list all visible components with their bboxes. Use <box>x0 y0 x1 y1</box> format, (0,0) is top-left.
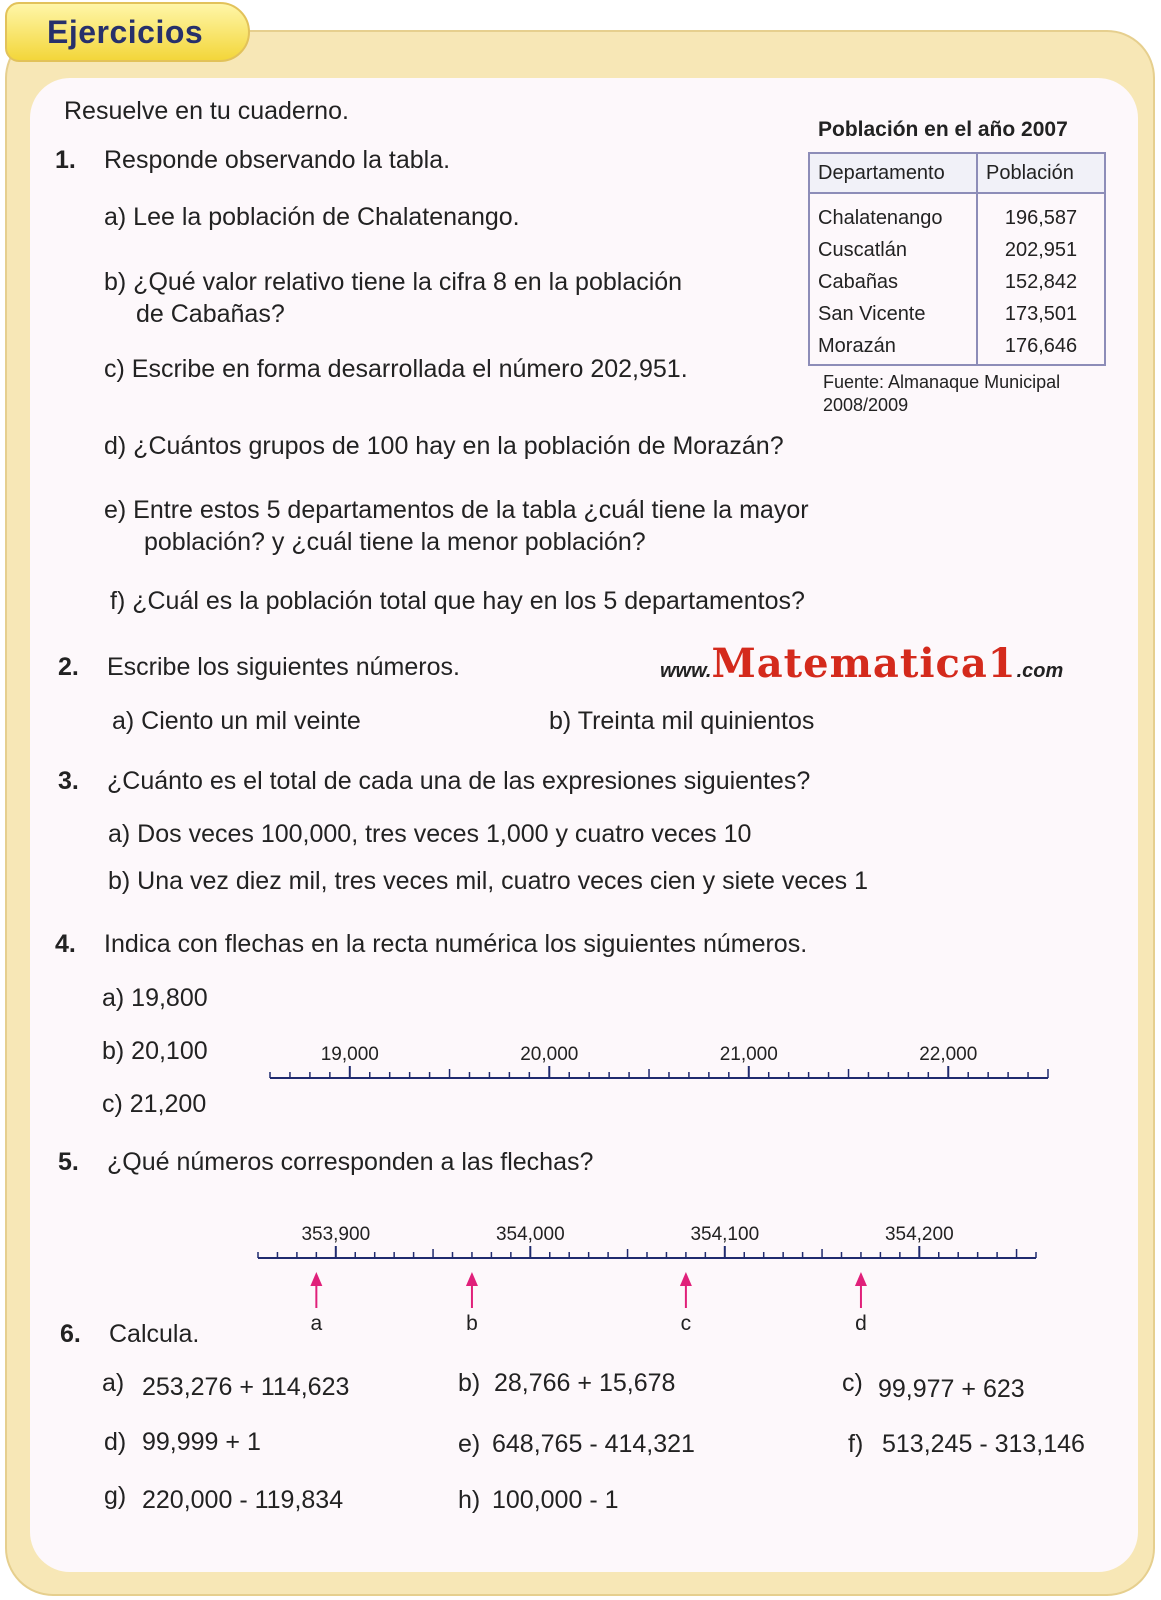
table-cell-population: 173,501 <box>977 298 1105 330</box>
arrow-b-head <box>466 1272 478 1286</box>
ex2-item-b: b) Treinta mil quinientos <box>549 707 815 735</box>
logo-com: .com <box>1016 660 1064 682</box>
ex4-item-a: a) 19,800 <box>102 984 208 1012</box>
intro-text: Resuelve en tu cuaderno. <box>64 97 349 125</box>
ex4-line-tick-label: 21,000 <box>719 1044 778 1065</box>
ex5-line-tick-label: 354,100 <box>690 1224 760 1245</box>
ex6-item-e-letter: e) <box>458 1430 481 1458</box>
table-cell-population: 202,951 <box>977 234 1105 266</box>
ex6-item-d-letter: d) <box>104 1428 127 1456</box>
ex5-number: 5. <box>58 1148 79 1176</box>
ex6-item-a-letter: a) <box>102 1369 125 1397</box>
arrow-a-head <box>310 1272 322 1286</box>
ex1-item-a: a) Lee la población de Chalatenango. <box>104 203 520 231</box>
ex6-item-g-expr: 220,000 - 119,834 <box>142 1486 344 1514</box>
ex6-item-b-expr: 28,766 + 15,678 <box>494 1369 676 1397</box>
ex1-item-b-line1: b) ¿Qué valor relativo tiene la cifra 8 en la población <box>104 268 683 296</box>
ex5-line-tick-label: 354,200 <box>884 1224 954 1245</box>
ex1-item-c: c) Escribe en forma desarrollada el número 202,951. <box>104 355 688 383</box>
ex5-line-tick-label: 353,900 <box>301 1224 371 1245</box>
table-header-department: Departamento <box>809 153 977 193</box>
ex6-item-c-letter: c) <box>842 1369 863 1397</box>
arrow-a-label: a <box>310 1312 323 1335</box>
table-source-line2: 2008/2009 <box>823 395 909 415</box>
ex4-item-b: b) 20,100 <box>102 1037 208 1065</box>
arrow-c-label: c <box>680 1312 692 1335</box>
page-title: Ejercicios <box>47 14 204 50</box>
ex5-line-tick-label: 354,000 <box>495 1224 565 1245</box>
ex6-item-h-expr: 100,000 - 1 <box>492 1486 619 1514</box>
ex1-item-b-line2: de Cabañas? <box>136 300 285 328</box>
ex2-item-a: a) Ciento un mil veinte <box>112 707 361 735</box>
ex1-title: Responde observando la tabla. <box>104 146 451 174</box>
ex4-item-c: c) 21,200 <box>102 1090 207 1118</box>
ex1-item-e-line2: población? y ¿cuál tiene la menor población? <box>144 528 646 556</box>
ex6-item-f-expr: 513,245 - 313,146 <box>882 1430 1085 1458</box>
number-line-ex5 <box>258 1224 1036 1335</box>
ex3-number: 3. <box>58 767 79 795</box>
ex6-item-d-expr: 99,999 + 1 <box>142 1428 261 1456</box>
ex3-title: ¿Cuánto es el total de cada una de las expresiones siguientes? <box>107 767 811 795</box>
ex6-item-g-letter: g) <box>104 1482 127 1510</box>
logo-brand: Matematica1 <box>711 640 1017 687</box>
arrow-b-label: b <box>466 1312 478 1335</box>
table-header-population: Población <box>977 153 1105 193</box>
table-cell-department: Chalatenango <box>809 193 977 234</box>
table-cell-department: Cabañas <box>809 266 977 298</box>
ex1-item-d: d) ¿Cuántos grupos de 100 hay en la población de Morazán? <box>104 432 784 460</box>
ex4-number: 4. <box>55 930 76 958</box>
ex6-item-b-letter: b) <box>458 1369 481 1397</box>
ex6-item-f-letter: f) <box>848 1430 864 1458</box>
ex6-item-h-letter: h) <box>458 1486 481 1514</box>
ex4-line-tick-label: 19,000 <box>320 1044 379 1065</box>
ex2-title: Escribe los siguientes números. <box>107 653 460 681</box>
logo-www: www. <box>660 660 712 682</box>
ex1-item-e-line1: e) Entre estos 5 departamentos de la tabla ¿cuál tiene la mayor <box>104 496 809 524</box>
ex2-number: 2. <box>58 653 79 681</box>
table-cell-population: 176,646 <box>977 330 1105 365</box>
ex4-title: Indica con flechas en la recta numérica los siguientes números. <box>104 930 808 958</box>
table-cell-department: Cuscatlán <box>809 234 977 266</box>
table-cell-population: 196,587 <box>977 193 1105 234</box>
arrow-d-label: d <box>855 1312 867 1335</box>
table-cell-department: Morazán <box>809 330 977 365</box>
ex3-item-a: a) Dos veces 100,000, tres veces 1,000 y cuatro veces 10 <box>108 820 752 848</box>
number-line-ex4 <box>270 1044 1048 1078</box>
ex6-title: Calcula. <box>109 1320 200 1348</box>
ex3-item-b: b) Una vez diez mil, tres veces mil, cuatro veces cien y siete veces 1 <box>108 867 869 895</box>
table-cell-population: 152,842 <box>977 266 1105 298</box>
table-source-line1: Fuente: Almanaque Municipal <box>823 372 1061 392</box>
arrow-c-head <box>680 1272 692 1286</box>
ex1-number: 1. <box>55 146 76 174</box>
ex1-item-f: f) ¿Cuál es la población total que hay en los 5 departamentos? <box>110 587 805 615</box>
ex4-line-tick-label: 20,000 <box>520 1044 579 1065</box>
table-cell-department: San Vicente <box>809 298 977 330</box>
ex6-item-c-expr: 99,977 + 623 <box>878 1375 1025 1403</box>
ex6-item-a-expr: 253,276 + 114,623 <box>142 1373 350 1401</box>
table-caption: Población en el año 2007 <box>818 118 1068 141</box>
ex6-item-e-expr: 648,765 - 414,321 <box>492 1430 695 1458</box>
arrow-d-head <box>855 1272 867 1286</box>
ex5-title: ¿Qué números corresponden a las flechas? <box>107 1148 594 1176</box>
ex4-line-tick-label: 22,000 <box>919 1044 978 1065</box>
ex6-number: 6. <box>60 1320 81 1348</box>
